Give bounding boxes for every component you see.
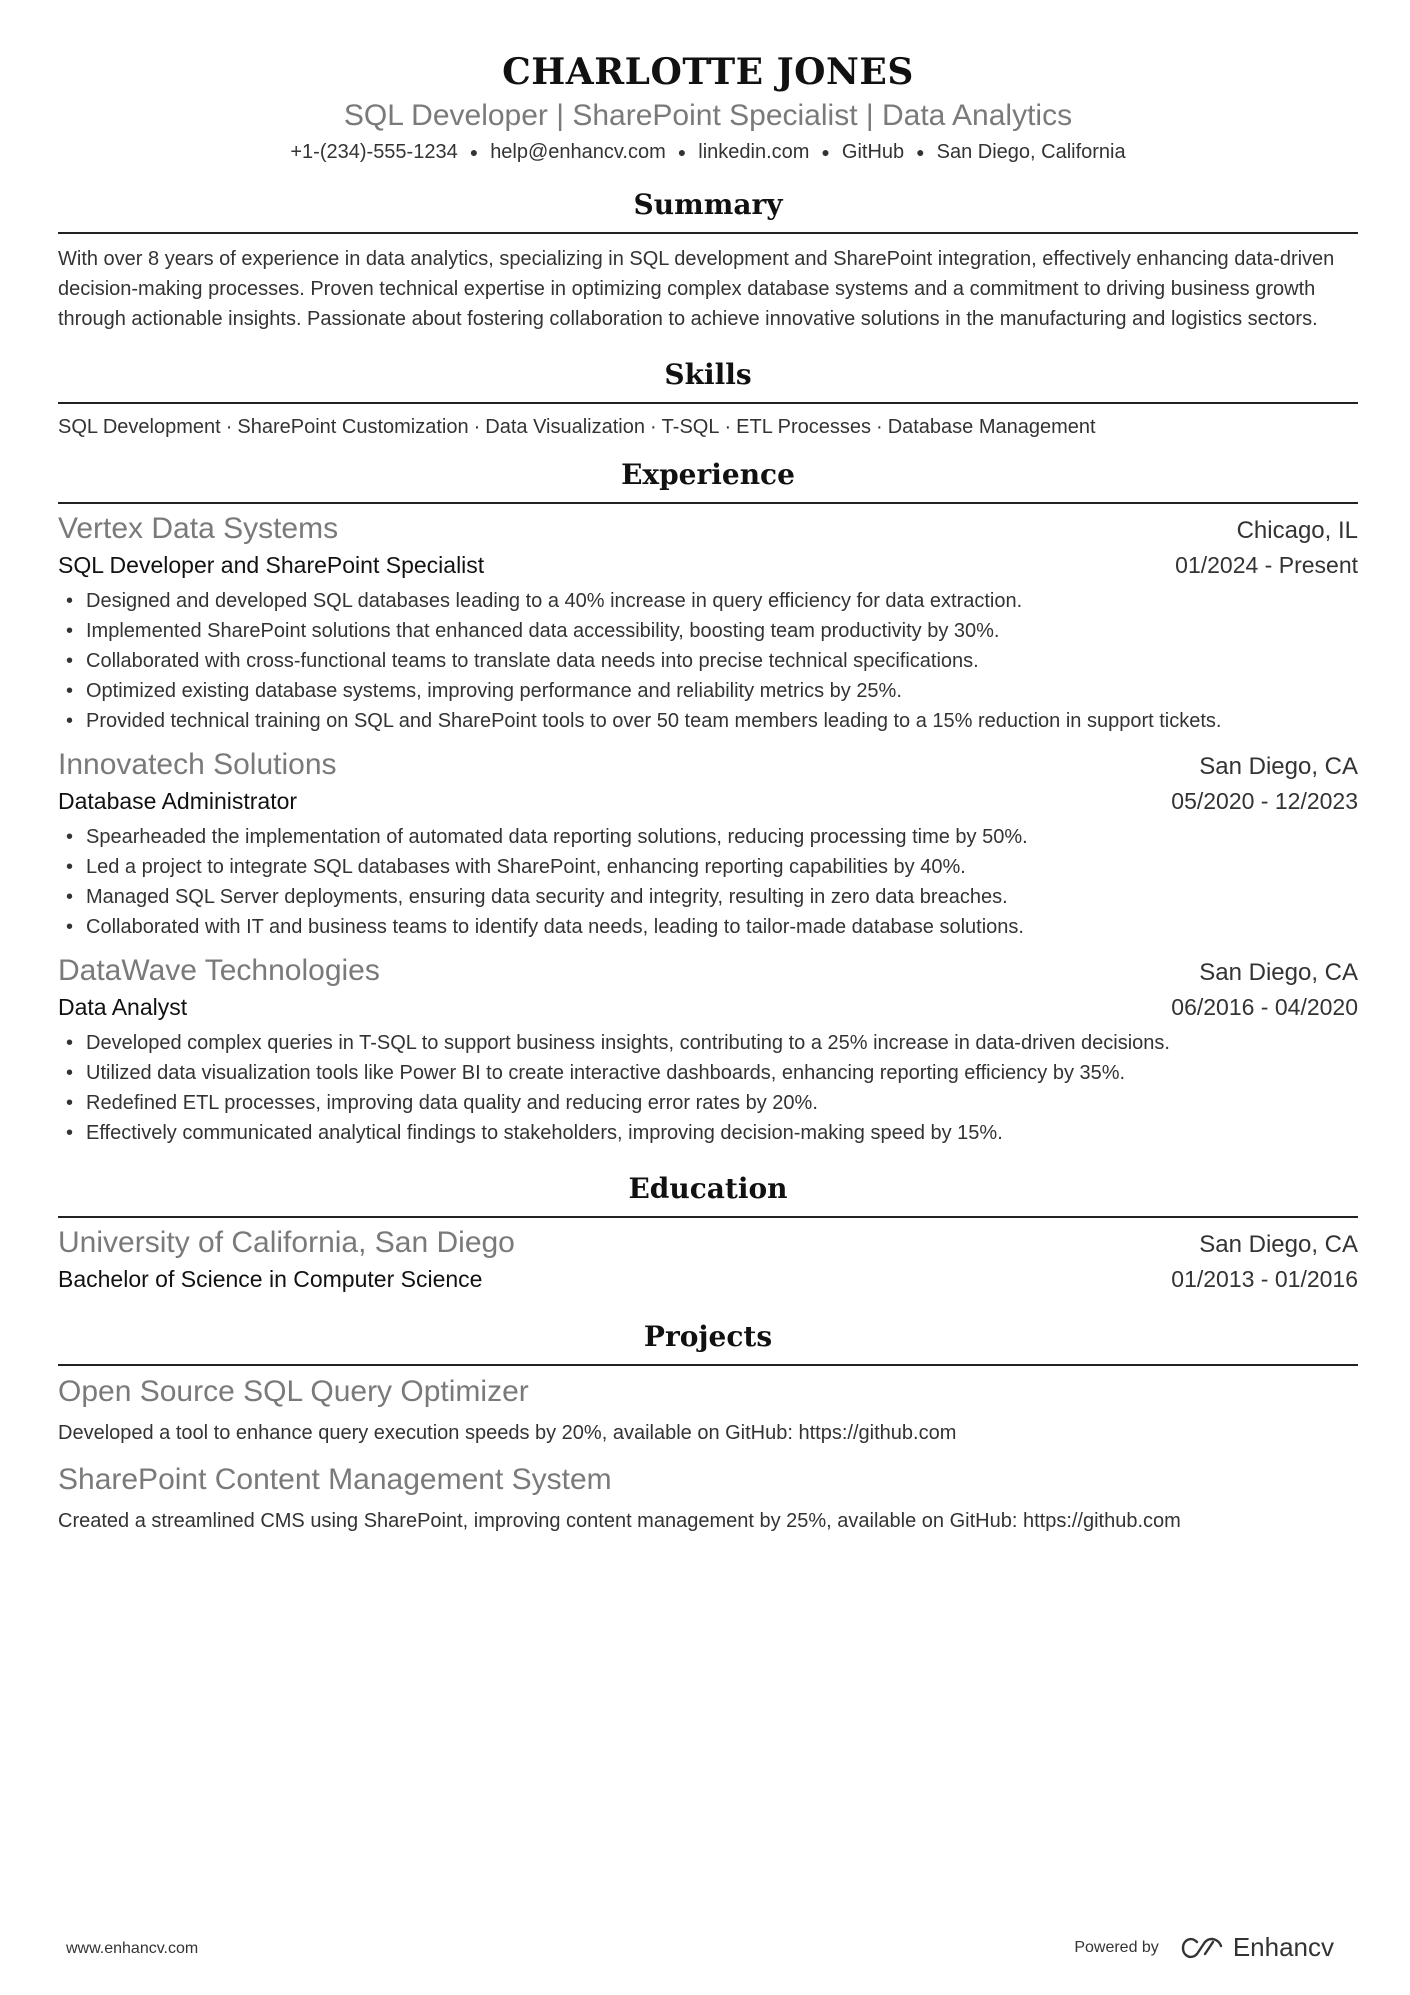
education-section xyxy=(58,1170,1358,1296)
dot-separator: · xyxy=(876,416,883,438)
job-bullet: • Spearheaded the implementation of automated data reporting solutions, reducing processing time by 50%. xyxy=(58,822,1358,852)
education-dates: 01/2013 - 01/2016 xyxy=(1171,1266,1358,1292)
job-bullets xyxy=(58,586,1358,736)
project-title: Open Source SQL Query Optimizer xyxy=(58,1375,529,1408)
bullet-separator: ● xyxy=(821,144,830,160)
section-divider xyxy=(58,232,1358,234)
section-divider xyxy=(58,402,1358,404)
job-bullet: • Implemented SharePoint solutions that enhanced data accessibility, boosting team productivity by 30%. xyxy=(58,616,1358,646)
summary-heading: Summary xyxy=(633,188,783,221)
skills-list xyxy=(58,412,1358,442)
brand-name: Enhancv xyxy=(1232,1932,1334,1962)
candidate-name: CHARLOTTE JONES xyxy=(502,51,914,93)
job-bullet: • Redefined ETL processes, improving data quality and reducing error rates by 20%. xyxy=(58,1088,1358,1118)
summary-section xyxy=(58,186,1358,334)
dot-separator: · xyxy=(473,416,481,438)
dot-separator: · xyxy=(724,416,732,438)
contact-email[interactable]: help@enhancv.com xyxy=(490,141,666,163)
job-entry xyxy=(58,952,1358,1148)
enhancv-logo-icon xyxy=(1181,1936,1225,1960)
projects-section xyxy=(58,1318,1358,1536)
job-bullet: • Collaborated with cross-functional teams to translate data needs into precise technical specifications. xyxy=(58,646,1358,676)
job-entry xyxy=(58,746,1358,942)
summary-text: With over 8 years of experience in data analytics, specializing in SQL development and SharePoint integration, effectively enhancing data-driven decision-making processes. Proven technical expertise in optimizing complex database systems and a commitment to driving business growth through actionable insights. Passionate about fostering collaboration to achieve innovative solutions in the manufacturing and logistics sectors. xyxy=(58,248,1335,330)
contact-location: San Diego, California xyxy=(936,141,1126,163)
bullet-separator: ● xyxy=(916,144,925,160)
education-degree: Bachelor of Science in Computer Science xyxy=(58,1266,483,1292)
job-role: Data Analyst xyxy=(58,994,188,1020)
job-location: San Diego, CA xyxy=(1199,959,1358,986)
job-bullet: • Provided technical training on SQL and SharePoint tools to over 50 team members leading to a 15% reduction in support tickets. xyxy=(58,706,1358,736)
skill-item: Database Management xyxy=(887,416,1096,438)
education-entry xyxy=(58,1224,1358,1296)
section-divider xyxy=(58,1364,1358,1366)
project-entry xyxy=(58,1372,1358,1448)
education-school: University of California, San Diego xyxy=(58,1226,515,1259)
job-location: Chicago, IL xyxy=(1236,517,1358,544)
skill-item: ETL Processes xyxy=(736,416,872,438)
skill-item: Data Visualization xyxy=(485,416,645,438)
dot-separator: · xyxy=(650,416,657,438)
job-bullets xyxy=(58,1028,1358,1148)
project-description: Created a streamlined CMS using SharePoint, improving content management by 25%, available on GitHub: https://github.com xyxy=(58,1510,1181,1532)
job-role: SQL Developer and SharePoint Specialist xyxy=(58,552,485,578)
job-bullet: • Effectively communicated analytical findings to stakeholders, improving decision-making speed by 15%. xyxy=(58,1118,1358,1148)
candidate-headline: SQL Developer | SharePoint Specialist | Data Analytics xyxy=(343,99,1073,132)
project-entry xyxy=(58,1460,1358,1536)
project-title: SharePoint Content Management System xyxy=(58,1463,612,1496)
job-company: Vertex Data Systems xyxy=(58,512,339,545)
footer-website[interactable]: www.enhancv.com xyxy=(66,1940,199,1957)
resume-header xyxy=(58,0,1358,166)
job-company: Innovatech Solutions xyxy=(58,748,337,781)
skill-item: T-SQL xyxy=(661,416,720,438)
job-dates: 01/2024 - Present xyxy=(1175,552,1358,578)
contact-phone: +1-(234)-555-1234 xyxy=(290,141,458,163)
job-bullet: • Led a project to integrate SQL databases with SharePoint, enhancing reporting capabilities by 40%. xyxy=(58,852,1358,882)
job-bullet: • Developed complex queries in T-SQL to support business insights, contributing to a 25% increase in data-driven decisions. xyxy=(58,1028,1358,1058)
job-dates: 06/2016 - 04/2020 xyxy=(1171,994,1358,1020)
job-bullet: • Collaborated with IT and business teams to identify data needs, leading to tailor-made database solutions. xyxy=(58,912,1358,942)
experience-section xyxy=(58,456,1358,1148)
section-divider xyxy=(58,1216,1358,1218)
education-heading: Education xyxy=(628,1172,788,1205)
skills-heading: Skills xyxy=(664,358,752,391)
job-bullet: • Designed and developed SQL databases leading to a 40% increase in query efficiency for data extraction. xyxy=(58,586,1358,616)
experience-heading: Experience xyxy=(621,458,795,491)
dot-separator: · xyxy=(225,416,233,438)
job-bullets xyxy=(58,822,1358,942)
project-description: Developed a tool to enhance query execution speeds by 20%, available on GitHub: https://github.com xyxy=(58,1422,957,1444)
job-bullet: • Optimized existing database systems, improving performance and reliability metrics by 25%. xyxy=(58,676,1358,706)
job-role: Database Administrator xyxy=(58,788,298,814)
education-location: San Diego, CA xyxy=(1199,1231,1358,1258)
job-location: San Diego, CA xyxy=(1199,753,1358,780)
contact-linkedin[interactable]: linkedin.com xyxy=(698,141,810,163)
resume-page xyxy=(58,0,1358,1536)
bullet-separator: ● xyxy=(677,144,687,160)
footer-branding xyxy=(1074,1932,1334,1963)
job-entry xyxy=(58,510,1358,736)
job-bullet: • Managed SQL Server deployments, ensuring data security and integrity, resulting in zero data breaches. xyxy=(58,882,1358,912)
skill-item: SharePoint Customization xyxy=(237,416,469,438)
job-bullet: • Utilized data visualization tools like Power BI to create interactive dashboards, enhancing reporting efficiency by 35%. xyxy=(58,1058,1358,1088)
job-dates: 05/2020 - 12/2023 xyxy=(1171,788,1358,814)
contact-github[interactable]: GitHub xyxy=(841,141,905,163)
job-company: DataWave Technologies xyxy=(58,954,380,987)
skill-item: SQL Development xyxy=(58,416,221,438)
powered-by-label: Powered by xyxy=(1074,1938,1159,1956)
projects-heading: Projects xyxy=(643,1320,773,1353)
section-divider xyxy=(58,502,1358,504)
skills-section xyxy=(58,356,1358,442)
bullet-separator: ● xyxy=(469,144,479,160)
contact-line xyxy=(58,138,1358,166)
enhancv-logo[interactable] xyxy=(1181,1932,1334,1963)
